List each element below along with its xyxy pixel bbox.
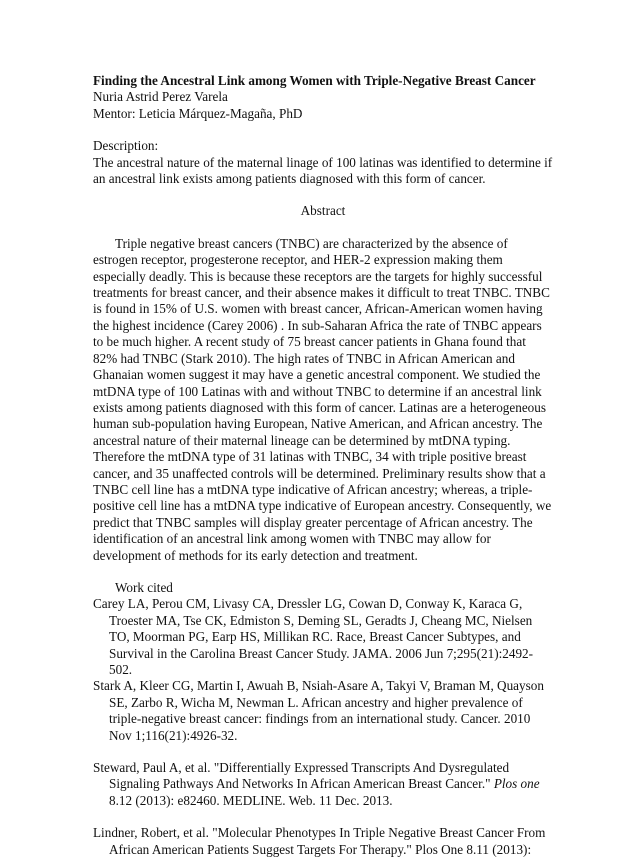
abstract-text: Triple negative breast cancers (TNBC) are characterized by the absence of estrogen receptor, progesterone receptor, and HER-2 expression making them especially deadly. This is because these receptors are the targets for highly successful treatments for breast cancer, and their absence makes it difficult to treat TNBC. TNBC is found in 15% of U.S. women with breast cancer, African-American women having the highest incidence (Carey 2006) . In sub-Saharan Africa the rate of TNBC appears to be much higher. A recent study of 75 breast cancer patients in Ghana found that 82% had TNBC (Stark 2010). The high rates of TNBC in African American and Ghanaian women suggest it may have a genetic ancestral component. We studied the mtDNA type of 100 Latinas with and without TNBC to determine if an ancestral link exists among patients diagnosed with this form of cancer. Latinas are a heterogeneous human sub-population having European, Native American, and African ancestry. The ancestral nature of their maternal lineage can be determined by mtDNA typing. Therefore the mtDNA type of 31 latinas with TNBC, 34 with triple positive breast cancer, and 35 unaffected controls will be determined. Preliminary results show that a TNBC cell line has a mtDNA type indicative of African ancestry; whereas, a triple-positive cell line has a mtDNA type indicative of European ancestry. Consequently, we predict that TNBC samples will display greater percentage of African ancestry. The identification of an ancestral link among women with TNBC may allow for development of methods for its early detection and treatment. [93, 235, 552, 563]
mentor-line: Mentor: Leticia Márquez-Magaña, PhD [93, 105, 303, 121]
abstract-heading: Abstract [300, 203, 346, 219]
author-name: Nuria Astrid Perez Varela [93, 89, 228, 105]
document-title: Finding the Ancestral Link among Women with Triple-Negative Breast Cancer [93, 73, 536, 88]
reference-text: 8.12 (2013): e82460. MEDLINE. Web. 11 Dec. 2013. [109, 792, 393, 808]
works-cited-heading: Work cited [115, 579, 173, 595]
reference-item: Lindner, Robert, et al. "Molecular Phenotypes In Triple Negative Breast Cancer From African American Patients Suggest Targets For Therapy." Plos One 8.11 (2013): [93, 825, 546, 857]
journal-title: Plos one [493, 776, 540, 792]
reference-item: Stark A, Kleer CG, Martin I, Awuah B, Nsiah-Asare A, Takyi V, Braman M, Quayson SE, Zarbo R, Wicha M, Newman L. African ancestry and higher prevalence of triple-negative breast cancer: findings from an international study. Cancer. 2010 Nov 1;116(21):4926-32. [93, 678, 544, 743]
reference-item [93, 760, 553, 809]
description-label: Description: [93, 138, 159, 154]
reference-text: Steward, Paul A, et al. "Differentially Expressed Transcripts And Dysregulated Signaling Pathways And Networks In African American Breast Cancer." [93, 760, 510, 792]
description-text: The ancestral nature of the maternal linage of 100 latinas was identified to determine if an ancestral link exists among patients diagnosed with this form of cancer. [93, 154, 553, 187]
document-body [93, 73, 553, 858]
reference-item: Carey LA, Perou CM, Livasy CA, Dressler LG, Cowan D, Conway K, Karaca G, Troester MA, Tse CK, Edmiston S, Deming SL, Geradts J, Cheang MC, Nielsen TO, Moorman PG, Earp HS, Millikan RC. Race, Breast Cancer Subtypes, and Survival in the Carolina Breast Cancer Study. JAMA. 2006 Jun 7;295(21):2492-502. [93, 596, 534, 677]
